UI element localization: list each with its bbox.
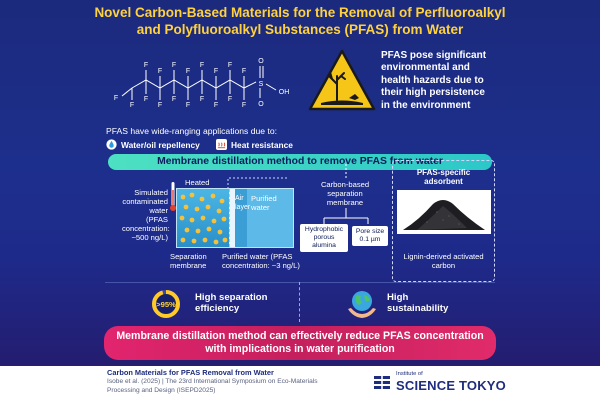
- hazard-text: PFAS pose significant environmental and health hazards due to their high persistence in the environment: [381, 50, 487, 111]
- water-drop-icon: [106, 139, 117, 150]
- hazard-panel: [307, 44, 497, 124]
- air-layer-label: Air layer: [235, 195, 251, 211]
- section-divider: [105, 282, 495, 283]
- page-title: [60, 4, 540, 38]
- svg-text:F: F: [241, 102, 247, 109]
- svg-text:F: F: [213, 102, 219, 109]
- atom-o: O: [258, 58, 264, 65]
- title-line-1: Novel Carbon-Based Materials for the Removal of Perfluoroalkyl: [94, 5, 506, 20]
- atom-f: F: [113, 95, 119, 102]
- purified-water-output-label: Purified water (PFAS concentration: ~3 ng/L): [222, 252, 300, 270]
- application-label-water-oil: Water/oil repellency: [121, 139, 200, 150]
- conclusion-banner: [104, 326, 496, 360]
- activated-carbon-image: [397, 190, 491, 234]
- purified-water-label: Purified water: [251, 194, 277, 212]
- application-water-oil: [106, 139, 200, 150]
- pfas-particles: [177, 189, 229, 247]
- svg-text:F: F: [171, 96, 177, 103]
- svg-text:F: F: [143, 62, 149, 69]
- contaminated-water-label: Simulated contaminated water (PFAS concentration: ~500 ng/L): [122, 188, 170, 242]
- efficiency-badge: >95%: [156, 300, 176, 309]
- conclusion-line-1: Membrane distillation method can effectively reduce PFAS concentration: [116, 330, 484, 342]
- applications-intro: PFAS have wide-ranging applications due to:: [106, 126, 278, 136]
- svg-text:F: F: [227, 96, 233, 103]
- membrane-zoom-bracket: [226, 176, 290, 190]
- title-line-2: and Polyfluoroalkyl Substances (PFAS) from Water: [136, 22, 464, 37]
- adsorbent-caption: Lignin-derived activated carbon: [403, 252, 484, 270]
- conclusion-line-2: with implications in water purification: [205, 343, 395, 355]
- atom-s: S: [258, 81, 264, 88]
- pore-size-chip: Pore size 0.1 µm: [352, 226, 388, 246]
- svg-text:F: F: [129, 102, 135, 109]
- svg-text:F: F: [171, 62, 177, 69]
- svg-text:F: F: [213, 68, 219, 75]
- logo-institute-text: Institute of: [396, 371, 423, 377]
- svg-text:F: F: [227, 62, 233, 69]
- science-tokyo-logo-icon: [372, 372, 392, 392]
- svg-text:F: F: [199, 62, 205, 69]
- efficiency-label: High separation efficiency: [195, 292, 268, 314]
- svg-text:F: F: [185, 68, 191, 75]
- footer-title: Carbon Materials for PFAS Removal from Water: [107, 368, 274, 377]
- atom-oh: OH: [278, 89, 290, 96]
- membrane-distillation-banner: Membrane distillation method to remove PFAS from water: [108, 154, 492, 170]
- adsorbent-title: PFAS-specific adsorbent: [416, 168, 471, 186]
- application-label-heat: Heat resistance: [231, 139, 293, 150]
- svg-text:F: F: [241, 68, 247, 75]
- heat-icon: [216, 139, 227, 150]
- logo-name-text: SCIENCE TOKYO: [396, 378, 506, 393]
- footer-citation: Isobe et al. (2025) | The 23rd International Symposium on Eco-Materials Processing and Design (ISEPD2025): [107, 378, 318, 394]
- svg-text:F: F: [199, 96, 205, 103]
- svg-text:F: F: [185, 102, 191, 109]
- pfas-molecule-diagram: [108, 44, 308, 116]
- globe-hands-icon: [345, 287, 379, 321]
- heated-label: Heated: [185, 178, 210, 187]
- svg-text:F: F: [157, 102, 163, 109]
- carbon-membrane-label: Carbon-based separation membrane: [320, 180, 370, 207]
- hydrophobic-alumina-chip: Hydrophobic porous alumina: [300, 224, 348, 252]
- separation-membrane-label: Separation membrane: [170, 252, 207, 270]
- environmental-hazard-icon: [307, 48, 377, 114]
- svg-text:F: F: [143, 96, 149, 103]
- application-heat: [216, 139, 293, 150]
- sustainability-label: High sustainability: [387, 292, 449, 314]
- svg-text:F: F: [157, 68, 163, 75]
- bottom-divider: [299, 282, 300, 322]
- svg-text:O: O: [258, 101, 264, 108]
